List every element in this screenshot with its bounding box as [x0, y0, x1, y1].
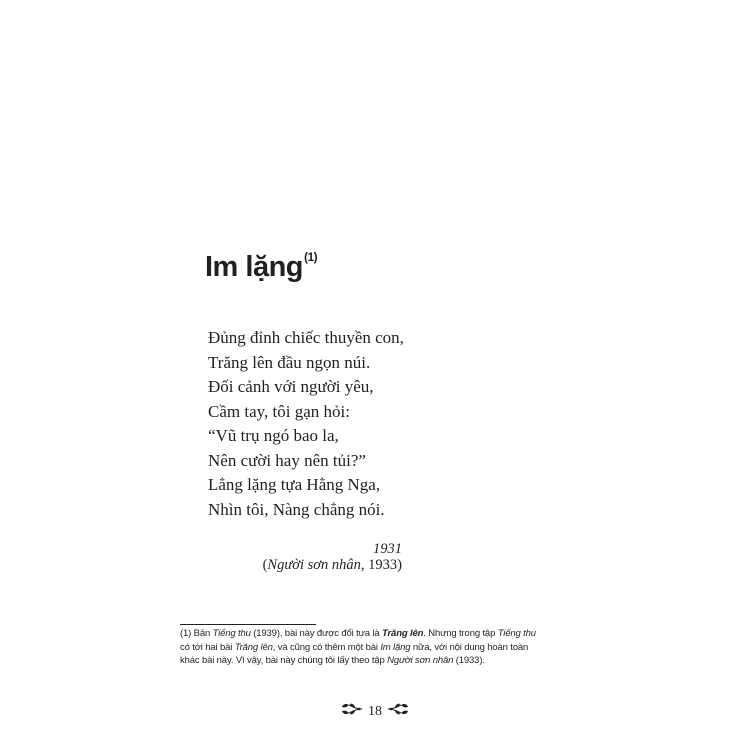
footnote-bold-italic: Trăng lên — [382, 628, 424, 639]
source-year: , 1933) — [360, 557, 402, 573]
source-open-paren: ( — [262, 557, 268, 573]
poem-line: Nên cười hay nên tủi?” — [208, 450, 366, 470]
poem-source — [230, 557, 402, 574]
footnote-text: (1933). — [453, 655, 485, 666]
footnote-italic: Người sơn nhân — [387, 655, 454, 666]
poem-line: Đủng đỉnh chiếc thuyền con, — [208, 328, 404, 347]
footnote-divider — [180, 624, 316, 625]
poem-line: Lẳng lặng tựa Hằng Nga, — [208, 475, 381, 494]
footnote-text: nữa, với nội dung hoàn toàn — [410, 641, 529, 653]
floral-ornament-left-icon — [341, 702, 363, 721]
footnote-text: , và cũng có thêm một bài — [272, 641, 381, 653]
poem-line: “Vũ trụ ngó bao la, — [208, 426, 339, 445]
footnote-italic: Tiếng thu — [212, 628, 251, 639]
footnote-text: có tới hai bài — [180, 641, 235, 653]
poem-line: Đối cảnh với người yêu, — [208, 377, 374, 396]
poem-line: Cầm tay, tôi gạn hỏi: — [208, 401, 350, 421]
footnote-italic: Im lặng — [380, 641, 411, 653]
footnote-text: (1939), bài này được đổi tựa là — [250, 628, 383, 639]
footnote — [180, 627, 580, 668]
poem-year: 1931 — [373, 541, 402, 557]
footnote-line — [180, 627, 580, 641]
footnote-text: khác bài này. Vì vậy, bài này chúng tôi lấy theo tập — [180, 655, 388, 666]
footnote-italic: Tiếng thu — [497, 628, 536, 639]
poem-body — [208, 326, 404, 522]
page-number-area — [300, 702, 450, 721]
footnote-text: . Nhưng trong tập — [423, 628, 498, 639]
page-number: 18 — [368, 703, 382, 719]
footnote-line — [180, 654, 580, 668]
footnote-text: (1) Bản — [180, 628, 213, 639]
poem-line: Trăng lên đầu ngọn núi. — [208, 352, 371, 372]
poem-title — [205, 250, 317, 284]
poem-title-text: Im lặng — [205, 251, 304, 283]
floral-ornament-right-icon — [387, 702, 409, 721]
source-book-title: Người sơn nhân — [267, 557, 361, 573]
footnote-reference: (1) — [304, 250, 318, 264]
footnote-line — [180, 641, 580, 655]
footnote-italic: Trăng lên — [234, 641, 273, 653]
poem-line: Nhìn tôi, Nàng chẳng nói. — [208, 499, 385, 519]
